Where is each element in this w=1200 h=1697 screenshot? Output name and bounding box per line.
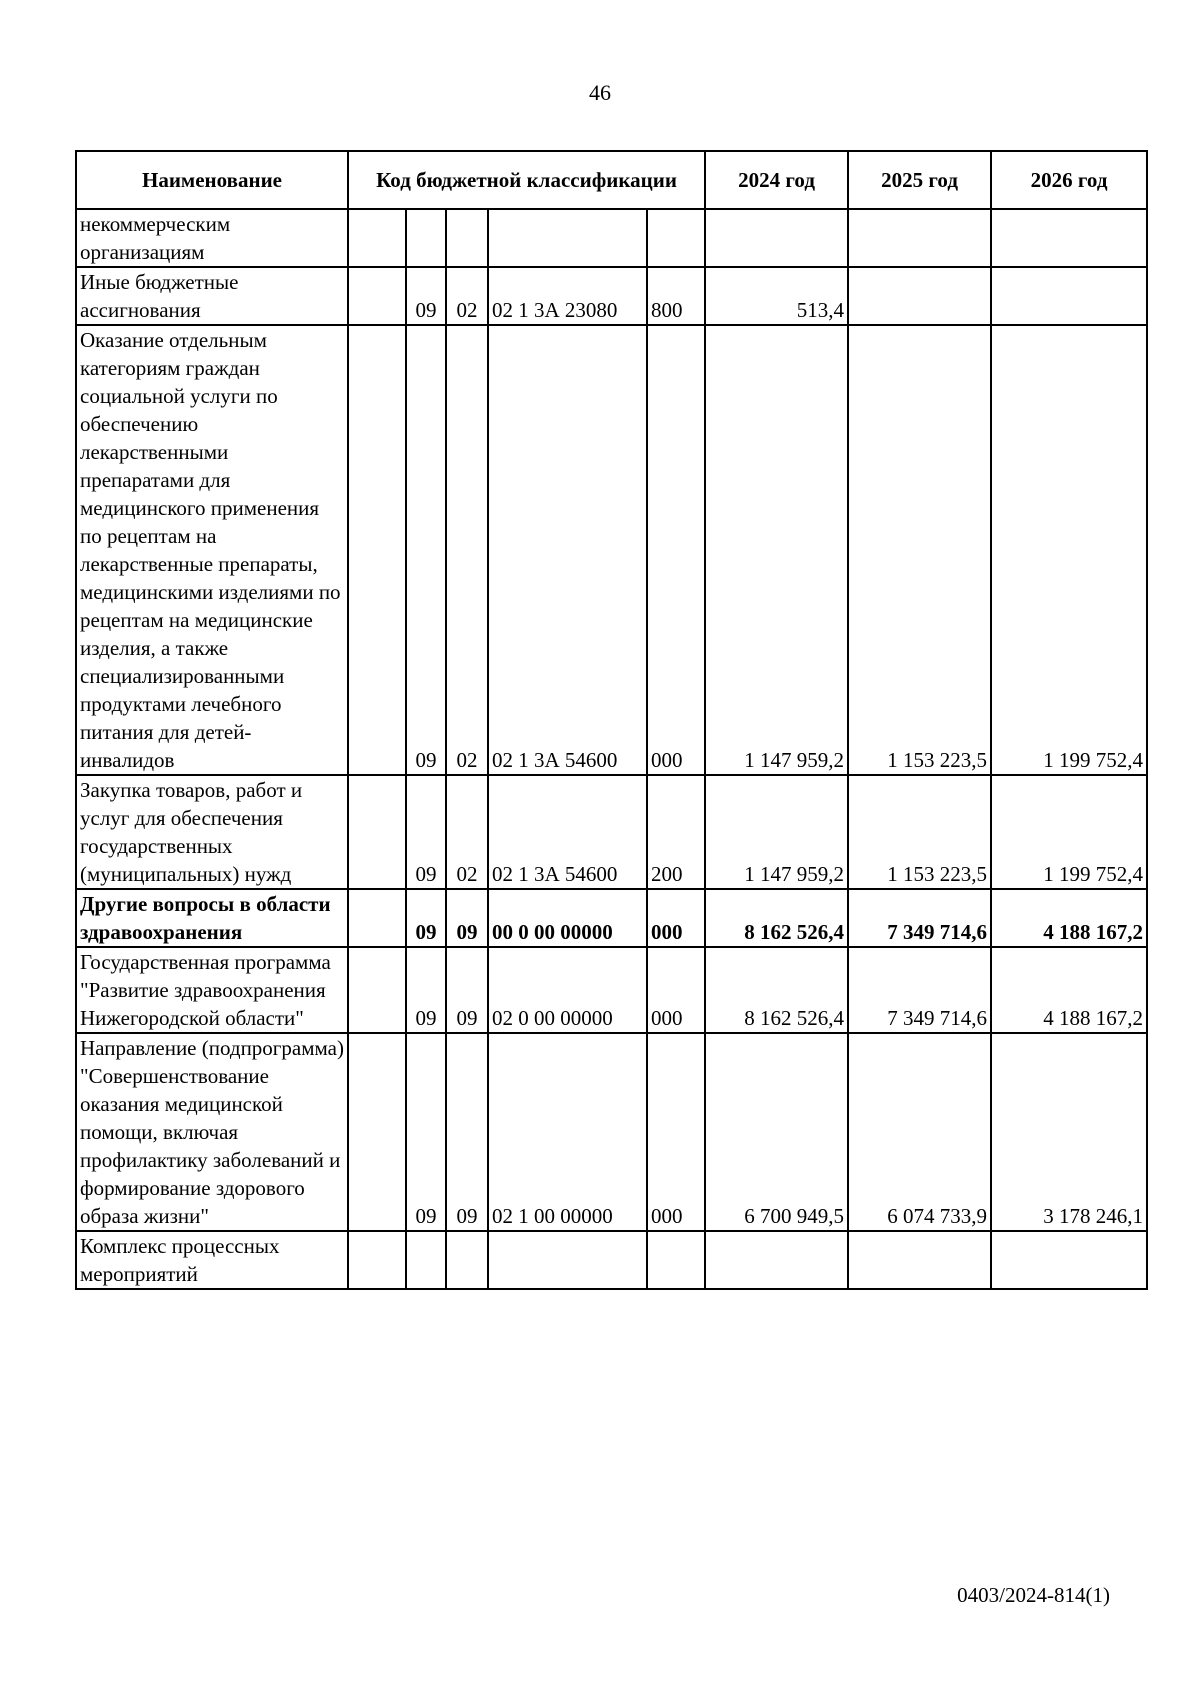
cell-2024: 6 700 949,5	[705, 1033, 848, 1231]
header-budget-code: Код бюджетной классификации	[348, 151, 705, 209]
cell-name: Государственная программа "Развитие здравоохранения Нижегородской области"	[76, 947, 348, 1033]
cell-2025: 7 349 714,6	[848, 889, 991, 947]
table-row	[76, 889, 1147, 947]
cell-2025: 1 153 223,5	[848, 325, 991, 775]
cell-code-target: 00 0 00 00000	[488, 889, 647, 947]
cell-2026: 1 199 752,4	[991, 325, 1147, 775]
cell-code-section	[406, 1231, 446, 1289]
cell-code-subsection: 09	[446, 889, 488, 947]
cell-code-1	[348, 1231, 406, 1289]
cell-2024: 8 162 526,4	[705, 947, 848, 1033]
cell-2025	[848, 209, 991, 267]
cell-code-expense-type: 000	[647, 325, 705, 775]
cell-code-section: 09	[406, 889, 446, 947]
cell-code-target	[488, 209, 647, 267]
cell-2025: 1 153 223,5	[848, 775, 991, 889]
cell-code-subsection: 09	[446, 1033, 488, 1231]
cell-code-1	[348, 1033, 406, 1231]
cell-code-expense-type	[647, 209, 705, 267]
cell-code-target: 02 1 00 00000	[488, 1033, 647, 1231]
cell-name: Направление (подпрограмма) "Совершенствование оказания медицинской помощи, включая профилактику заболеваний и формирование здорового образа жизни"	[76, 1033, 348, 1231]
cell-2024	[705, 1231, 848, 1289]
cell-2024: 1 147 959,2	[705, 325, 848, 775]
cell-code-target: 02 0 00 00000	[488, 947, 647, 1033]
cell-2026: 3 178 246,1	[991, 1033, 1147, 1231]
header-2026: 2026 год	[991, 151, 1147, 209]
cell-2024	[705, 209, 848, 267]
cell-2024: 513,4	[705, 267, 848, 325]
table-row	[76, 1033, 1147, 1231]
document-code: 0403/2024-814(1)	[957, 1583, 1110, 1607]
cell-2026: 4 188 167,2	[991, 947, 1147, 1033]
cell-code-section	[406, 209, 446, 267]
cell-name: некоммерческим организациям	[76, 209, 348, 267]
cell-code-1	[348, 325, 406, 775]
cell-name: Иные бюджетные ассигнования	[76, 267, 348, 325]
cell-name: Комплекс процессных мероприятий	[76, 1231, 348, 1289]
cell-code-subsection: 09	[446, 947, 488, 1033]
cell-2024: 8 162 526,4	[705, 889, 848, 947]
page-number: 46	[589, 80, 611, 105]
cell-code-target: 02 1 3А 23080	[488, 267, 647, 325]
cell-2026: 4 188 167,2	[991, 889, 1147, 947]
cell-2026	[991, 209, 1147, 267]
table-row	[76, 267, 1147, 325]
cell-code-subsection: 02	[446, 775, 488, 889]
header-2024: 2024 год	[705, 151, 848, 209]
table-header-row	[76, 151, 1147, 209]
cell-code-expense-type: 000	[647, 947, 705, 1033]
cell-2026: 1 199 752,4	[991, 775, 1147, 889]
cell-code-expense-type: 000	[647, 1033, 705, 1231]
cell-code-section: 09	[406, 325, 446, 775]
cell-code-subsection: 02	[446, 325, 488, 775]
cell-code-1	[348, 775, 406, 889]
cell-2025	[848, 267, 991, 325]
cell-code-expense-type: 800	[647, 267, 705, 325]
cell-name: Закупка товаров, работ и услуг для обеспечения государственных (муниципальных) нужд	[76, 775, 348, 889]
table-row	[76, 209, 1147, 267]
table-row	[76, 325, 1147, 775]
cell-code-target: 02 1 3А 54600	[488, 775, 647, 889]
table-row	[76, 1231, 1147, 1289]
cell-2026	[991, 267, 1147, 325]
cell-2025: 6 074 733,9	[848, 1033, 991, 1231]
table-row	[76, 947, 1147, 1033]
cell-code-1	[348, 209, 406, 267]
cell-code-expense-type: 200	[647, 775, 705, 889]
table-body	[76, 209, 1147, 1289]
cell-code-subsection	[446, 209, 488, 267]
cell-code-target	[488, 1231, 647, 1289]
cell-code-expense-type: 000	[647, 889, 705, 947]
cell-2024: 1 147 959,2	[705, 775, 848, 889]
cell-name: Другие вопросы в области здравоохранения	[76, 889, 348, 947]
cell-name: Оказание отдельным категориям граждан социальной услуги по обеспечению лекарственными препаратами для медицинского применения по рецептам на лекарственные препараты, медицинскими изделиями по рецептам на медицинские изделия, а также специализированными продуктами лечебного питания для детей-инвалидов	[76, 325, 348, 775]
cell-code-section: 09	[406, 947, 446, 1033]
budget-table	[75, 150, 1148, 1290]
cell-code-1	[348, 267, 406, 325]
cell-code-section: 09	[406, 1033, 446, 1231]
cell-2025	[848, 1231, 991, 1289]
cell-2025: 7 349 714,6	[848, 947, 991, 1033]
cell-code-target: 02 1 3А 54600	[488, 325, 647, 775]
cell-code-section: 09	[406, 267, 446, 325]
cell-code-subsection	[446, 1231, 488, 1289]
header-2025: 2025 год	[848, 151, 991, 209]
cell-code-section: 09	[406, 775, 446, 889]
header-name: Наименование	[76, 151, 348, 209]
cell-code-1	[348, 889, 406, 947]
cell-code-subsection: 02	[446, 267, 488, 325]
cell-code-expense-type	[647, 1231, 705, 1289]
table-row	[76, 775, 1147, 889]
cell-2026	[991, 1231, 1147, 1289]
cell-code-1	[348, 947, 406, 1033]
